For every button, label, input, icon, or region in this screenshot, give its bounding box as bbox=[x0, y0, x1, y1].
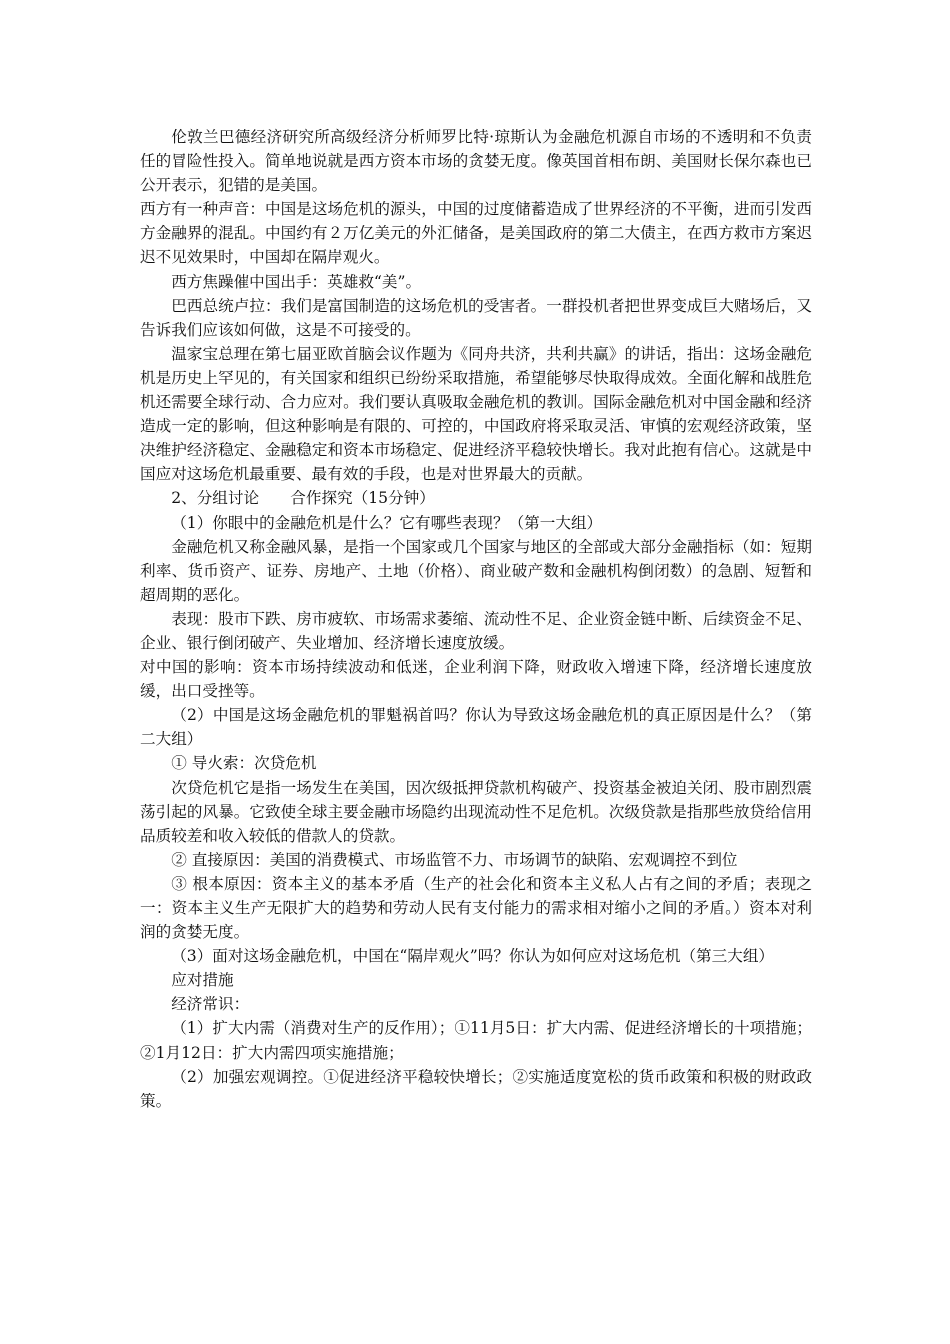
paragraph-jones-view: 伦敦兰巴德经济研究所高级经济分析师罗比特·琼斯认为金融危机源自市场的不透明和不负责任的冒险性投入。简单地说就是西方资本市场的贪婪无度。像英国首相布朗、美国财长保尔森也已公开表示，犯错的是美国。 bbox=[140, 128, 812, 195]
paragraph-lula-statement: 巴西总统卢拉：我们是富国制造的这场危机的受害者。一群投机者把世界变成巨大赌场后，又告诉我们应该如何做，这是不可接受的。 bbox=[140, 296, 812, 339]
paragraph-subprime-crisis: 次贷危机它是指一场发生在美国，因次级抵押贷款机构破产、投资基金被迫关闭、股市剧烈震荡引起的风暴。它致使全球主要金融市场隐约出现流动性不足危机。次级贷款是指那些放贷给信用品质较差和收入较低的借款人的贷款。 bbox=[140, 778, 812, 845]
question-3: （3）面对这场金融危机，中国在“隔岸观火”吗？你认为如何应对这场危机（第三大组） bbox=[171, 947, 775, 966]
paragraph-manifestations: 表现：股市下跌、房市疲软、市场需求萎缩、流动性不足、企业资金链中断、后续资金不足、企业、银行倒闭破产、失业增加、经济增长速度放缓。 bbox=[140, 609, 812, 652]
cause-trigger: ① 导火索：次贷危机 bbox=[171, 754, 317, 773]
measure-macro-control: （2）加强宏观调控。①促进经济平稳较快增长；②实施适度宽松的货币政策和积极的财政政策。 bbox=[140, 1067, 812, 1110]
heading-economic-knowledge: 经济常识： bbox=[171, 995, 250, 1014]
question-2: （2）中国是这场金融危机的罪魁祸首吗？你认为导致这场金融危机的真正原因是什么？（第二大组） bbox=[140, 706, 812, 749]
paragraph-western-voice: 西方有一种声音：中国是这场危机的源头，中国的过度储蓄造成了世界经济的不平衡，进而引发西方金融界的混乱。中国约有２万亿美元的外汇储备，是美国政府的第二大债主，在西方救市方案迟迟不见效果时，中国却在隔岸观火。 bbox=[140, 200, 812, 267]
section-heading-group-discussion: 2、分组讨论 合作探究（15分钟） bbox=[171, 489, 435, 508]
heading-countermeasures: 应对措施 bbox=[171, 971, 234, 990]
measure-expand-demand: （1）扩大内需（消费对生产的反作用）；①11月5日：扩大内需、促进经济增长的十项措施；②1月12日：扩大内需四项实施措施； bbox=[140, 1019, 812, 1062]
paragraph-impact-on-china: 对中国的影响：资本市场持续波动和低迷，企业利润下降，财政收入增速下降，经济增长速度放缓，出口受挫等。 bbox=[140, 658, 812, 701]
cause-fundamental: ③ 根本原因：资本主义的基本矛盾（生产的社会化和资本主义私人占有之间的矛盾；表现之一：资本主义生产无限扩大的趋势和劳动人民有支付能力的需求相对缩小之间的矛盾。）资本对利润的贪婪无度。 bbox=[140, 874, 812, 942]
paragraph-definition: 金融危机又称金融风暴，是指一个国家或几个国家与地区的全部或大部分金融指标（如：短期利率、货币资产、证券、房地产、土地（价格）、商业破产数和金融机构倒闭数）的急剧、短暂和超周期的恶化。 bbox=[140, 537, 812, 604]
document-body bbox=[140, 125, 812, 1113]
paragraph-west-urges-china: 西方焦躁催中国出手：英雄救“美”。 bbox=[171, 272, 422, 291]
paragraph-wen-jiabao-speech: 温家宝总理在第七届亚欧首脑会议作题为《同舟共济，共利共赢》的讲话，指出：这场金融危机是历史上罕见的，有关国家和组织已纷纷采取措施，希望能够尽快取得成效。全面化解和战胜危机还需要全球行动、合力应对。我们要认真吸取金融危机的教训。国际金融危机对中国金融和经济造成一定的影响，但这种影响是有限的、可控的，中国政府将采取灵活、审慎的宏观经济政策，坚决维护经济稳定、金融稳定和资本市场稳定、促进经济平稳较快增长。我对此抱有信心。这就是中国应对这场危机最重要、最有效的手段，也是对世界最大的贡献。 bbox=[140, 344, 812, 484]
cause-direct: ② 直接原因：美国的消费模式、市场监管不力、市场调节的缺陷、宏观调控不到位 bbox=[171, 850, 738, 869]
question-1: （1）你眼中的金融危机是什么？它有哪些表现？（第一大组） bbox=[171, 513, 603, 532]
